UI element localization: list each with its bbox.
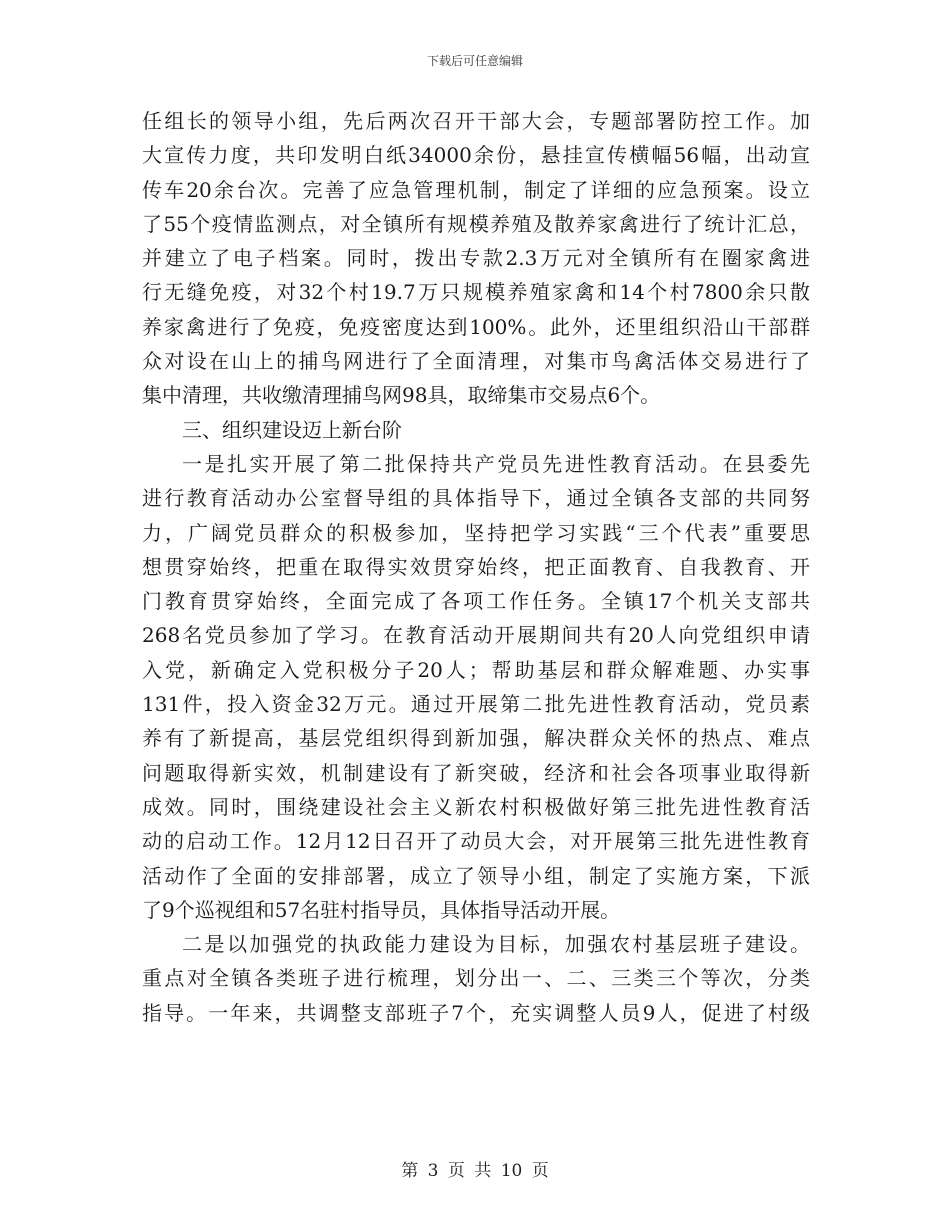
text-line: 动的启动工作。12月12日召开了动员大会，对开展第三批先进性教育 <box>142 829 810 854</box>
text-line: 重点对全镇各类班子进行梳理，划分出一、二、三类三个等次，分类 <box>142 966 810 991</box>
text-line: 指导。一年来，共调整支部班子7个，充实调整人员9人，促进了村级 <box>142 1000 810 1025</box>
text-line: 传车20余台次。完善了应急管理机制，制定了详细的应急预案。设立 <box>142 177 810 202</box>
page-footer: 第 3 页 共 10 页 <box>401 1161 549 1181</box>
text-line: 入党，新确定入党积极分子20人；帮助基层和群众解难题、办实事 <box>142 657 810 682</box>
text-line: 131件，投入资金32万元。通过开展第二批先进性教育活动，党员素 <box>142 692 810 717</box>
text-line: 一是扎实开展了第二批保持共产党员先进性教育活动。在县委先 <box>182 451 810 476</box>
page-header: 下载后可任意编辑 <box>426 54 523 68</box>
text-line: 大宣传力度，共印发明白纸34000余份，悬挂宣传横幅56幅，出动宣 <box>142 143 810 168</box>
text-line: 二是以加强党的执政能力建设为目标，加强农村基层班子建设。 <box>182 932 810 957</box>
text-line: 行无缝免疫，对32个村19.7万只规模养殖家禽和14个村7800余只散 <box>142 280 810 305</box>
text-line: 力，广阔党员群众的积极参加，坚持把学习实践“三个代表”重要思 <box>142 520 810 545</box>
document-body <box>142 104 810 1030</box>
text-line: 任组长的领导小组，先后两次召开干部大会，专题部署防控工作。加 <box>142 109 810 133</box>
text-line: 集中清理，共收缴清理捕鸟网98具，取缔集市交易点6个。 <box>142 383 661 408</box>
text-line: 268名党员参加了学习。在教育活动开展期间共有20人向党组织申请 <box>142 623 810 648</box>
text-line: 养有了新提高，基层党组织得到新加强，解决群众关怀的热点、难点 <box>142 726 810 751</box>
section-heading: 三、组织建设迈上新台阶 <box>182 417 402 442</box>
text-line: 众对设在山上的捕鸟网进行了全面清理，对集市鸟禽活体交易进行了 <box>142 349 810 374</box>
text-line: 想贯穿始终，把重在取得实效贯穿始终，把正面教育、自我教育、开 <box>142 554 810 579</box>
text-line: 了9个巡视组和57名驻村指导员，具体指导活动开展。 <box>142 897 621 922</box>
text-line: 进行教育活动办公室督导组的具体指导下，通过全镇各支部的共同努 <box>142 486 810 511</box>
text-line: 并建立了电子档案。同时，拨出专款2.3万元对全镇所有在圈家禽进 <box>142 246 810 271</box>
text-line: 活动作了全面的安排部署，成立了领导小组，制定了实施方案，下派 <box>142 863 810 888</box>
text-line: 了55个疫情监测点，对全镇所有规模养殖及散养家禽进行了统计汇总， <box>142 211 810 236</box>
text-line: 养家禽进行了免疫，免疫密度达到100%。此外，还里组织沿山干部群 <box>142 314 810 339</box>
text-line: 问题取得新实效，机制建设有了新突破，经济和社会各项事业取得新 <box>142 760 810 785</box>
text-line: 门教育贯穿始终，全面完成了各项工作任务。全镇17个机关支部共 <box>142 589 810 614</box>
text-line: 成效。同时，围绕建设社会主义新农村积极做好第三批先进性教育活 <box>142 794 810 819</box>
